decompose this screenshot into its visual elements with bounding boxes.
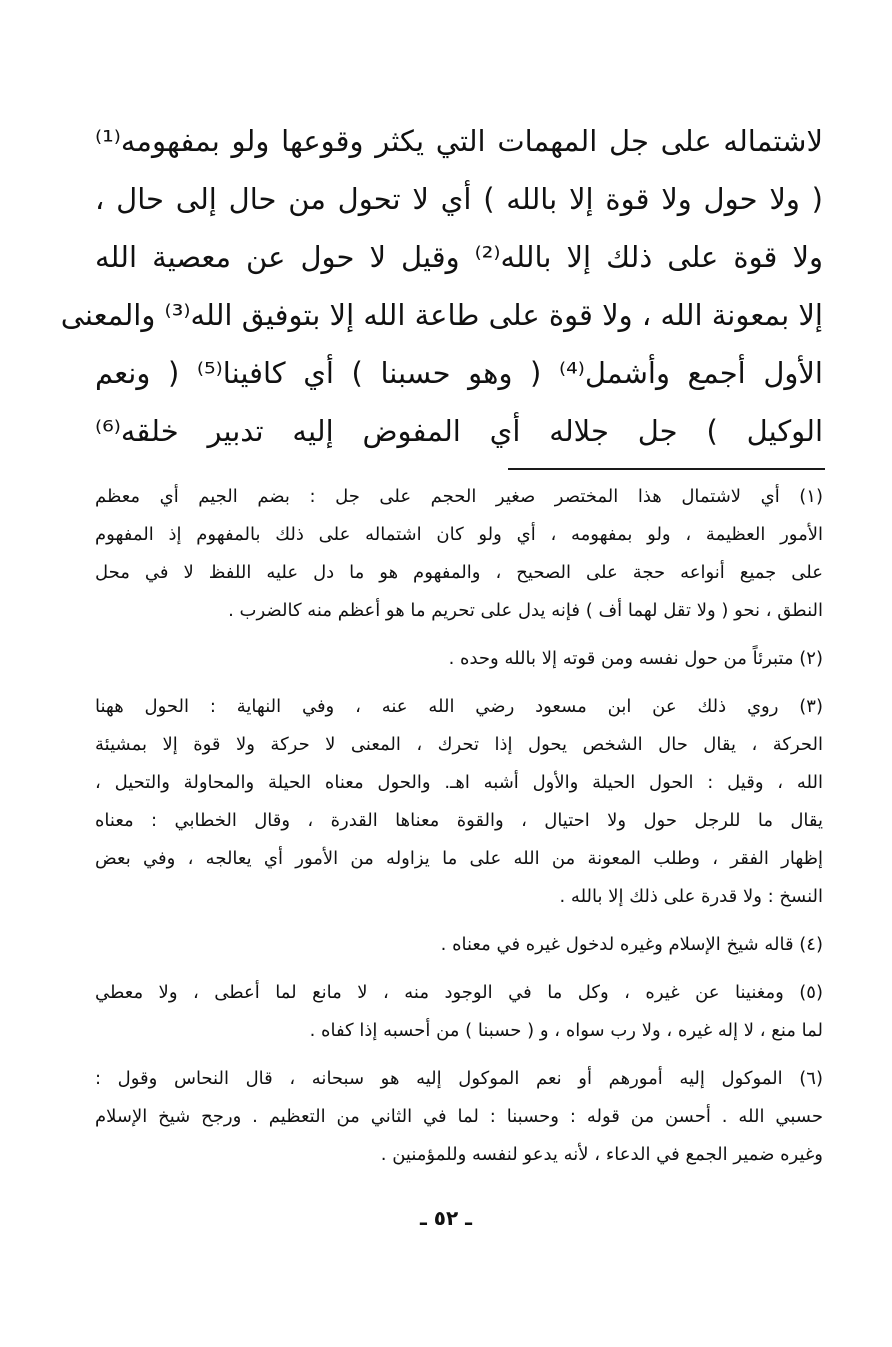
footnote-line: الأمور العظيمة ، ولو بمفهومه ، أي ولو كان اشتماله على ذلك بالمفهوم إذ المفهوم	[95, 524, 823, 545]
footnote-line: (٣) روي ذلك عن ابن مسعود رضي الله عنه ، وفي النهاية : الحول ههنا	[95, 696, 823, 717]
footnote-1	[95, 478, 823, 630]
footnote-line: (١) أي لاشتمال هذا المختصر صغير الحجم على جل : بضم الجيم أي معظم	[95, 486, 823, 507]
main-text-line: لاشتماله على جل المهمات التي يكثر وقوعها ولو بمفهومه⁽¹⁾	[95, 124, 823, 158]
footnote-line: حسبي الله . أحسن من قوله : وحسبنا : لما في الثاني من التعظيم . ورجح شيخ الإسلام	[95, 1106, 823, 1127]
footnote-2	[95, 640, 823, 678]
footnote-6	[95, 1060, 823, 1174]
footnote-line: (٤) قاله شيخ الإسلام وغيره لدخول غيره في معناه .	[440, 934, 823, 955]
footnote-line: (٢) متبرئاً من حول نفسه ومن قوته إلا بالله وحده .	[448, 648, 823, 669]
footnote-line: وغيره ضمير الجمع في الدعاء ، لأنه يدعو لنفسه وللمؤمنين .	[380, 1144, 823, 1165]
footnote-line: (٥) ومغنينا عن غيره ، وكل ما في الوجود منه ، لا مانع لما أعطى ، ولا معطي	[95, 982, 823, 1003]
footnote-5	[95, 974, 823, 1050]
main-text-line: إلا بمعونة الله ، ولا قوة على طاعة الله إلا بتوفيق الله⁽³⁾ والمعنى	[60, 298, 823, 332]
footnote-line: يقال ما للرجل حول ولا احتيال ، والقوة معناها القدرة ، وقال الخطابي : معناه	[95, 810, 823, 831]
footnote-line: إظهار الفقر ، وطلب المعونة من الله على ما يزاوله من الأمور أي يعالجه ، وفي بعض	[95, 848, 823, 869]
footnote-line: الحركة ، يقال حال الشخص يحول إذا تحرك ، المعنى لا حركة ولا قوة إلا بمشيئة	[95, 734, 823, 755]
page-number: ـ ٥٢ ـ	[419, 1206, 473, 1230]
main-text-line: الأول أجمع وأشمل⁽⁴⁾ ( وهو حسبنا ) أي كافينا⁽⁵⁾ ( ونعم	[95, 356, 823, 390]
footnote-line: النطق ، نحو ( ولا تقل لهما أف ) فإنه يدل على تحريم ما هو أعظم منه كالضرب .	[228, 600, 823, 621]
footnote-line: الله ، وقيل : الحول الحيلة والأول أشبه اهـ. والحول معناه الحيلة والمحاولة والتحيل ،	[95, 772, 823, 793]
main-text-block	[60, 112, 823, 460]
footnote-3	[95, 688, 823, 916]
footnote-divider	[508, 468, 825, 470]
main-text-line: ولا قوة على ذلك إلا بالله⁽²⁾ وقيل لا حول عن معصية الله	[95, 240, 823, 274]
footnote-4	[95, 926, 823, 964]
footnote-line: (٦) الموكول إليه أمورهم أو نعم الموكول إليه هو سبحانه ، قال النحاس وقول :	[95, 1068, 823, 1089]
main-text-line: الوكيل ) جل جلاله أي المفوض إليه تدبير خلقه⁽⁶⁾	[95, 414, 823, 448]
main-text-line: ( ولا حول ولا قوة إلا بالله ) أي لا تحول من حال إلى حال ،	[95, 182, 823, 216]
footnote-line: على جميع أنواعه حجة على الصحيح ، والمفهوم هو ما دل عليه اللفظ لا في محل	[95, 562, 823, 583]
footnote-line: لما منع ، لا إله غيره ، ولا رب سواه ، و ( حسبنا ) من أحسبه إذا كفاه .	[309, 1020, 823, 1041]
footnotes-section	[95, 478, 823, 1174]
footnote-line: النسخ : ولا قدرة على ذلك إلا بالله .	[559, 886, 823, 907]
